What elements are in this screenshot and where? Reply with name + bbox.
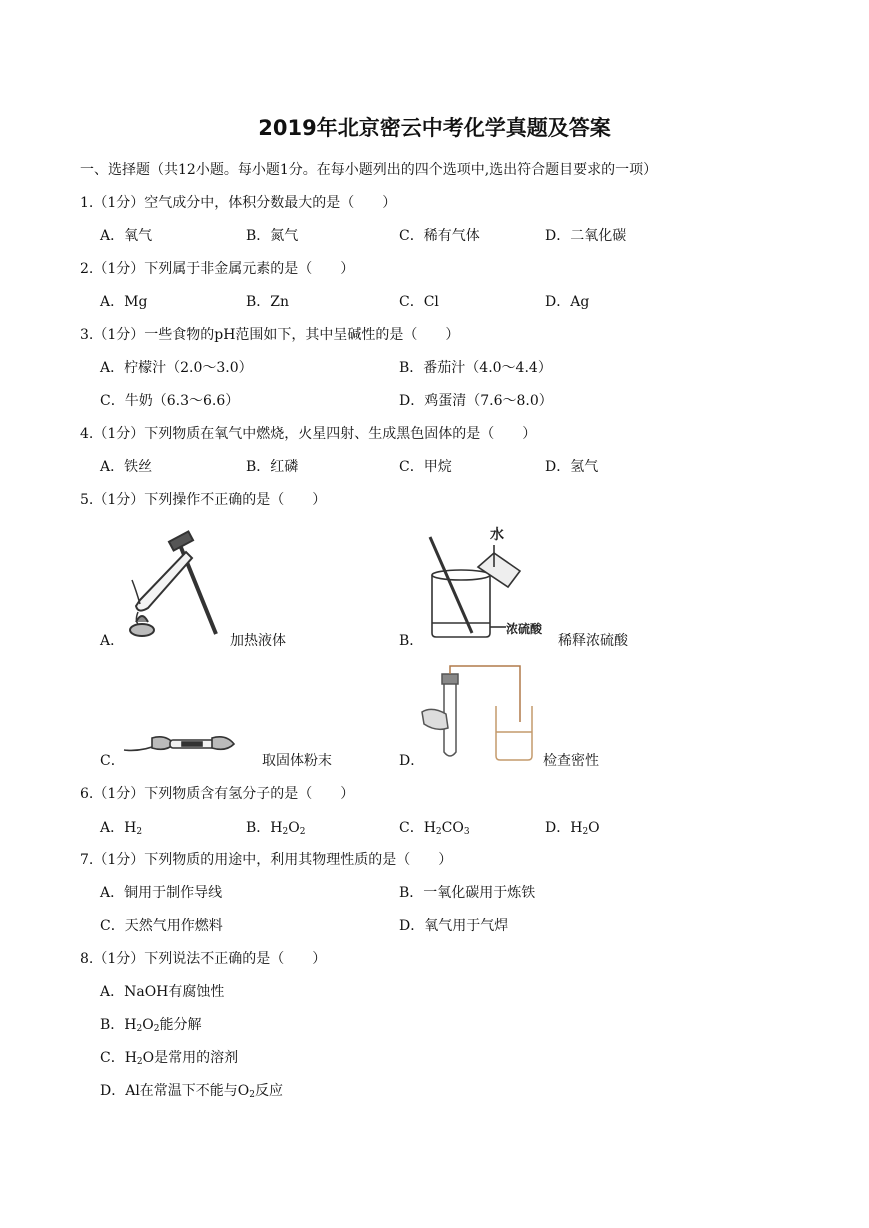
q1-option-d: D．二氧化碳	[545, 228, 627, 244]
q5-option-c: C．	[100, 753, 125, 769]
section-heading: 一、选择题（共12小题。每小题1分。在每小题列出的四个选项中,选出符合题目要求的一项）	[80, 162, 658, 178]
q7-option-b: B．一氧化碳用于炼铁	[399, 885, 536, 901]
question-8-stem: 8.（1分）下列说法不正确的是（ ）	[80, 951, 327, 967]
q4-option-b: B．红磷	[246, 459, 299, 475]
q5-option-d: D．	[399, 753, 425, 769]
q6-option-a: A．$H_2$	[100, 820, 143, 837]
q5-caption-c: 取固体粉末	[262, 753, 332, 769]
question-5-stem: 5.（1分）下列操作不正确的是（ ）	[80, 492, 327, 508]
q6-option-d: D．$H_2O$	[545, 820, 600, 837]
page-title: 2019年北京密云中考化学真题及答案	[258, 116, 611, 140]
q8-option-c: C．$H_2O$是常用的溶剂	[100, 1050, 239, 1067]
q7-option-d: D．氧气用于气焊	[399, 918, 509, 934]
q3-option-b: B．番茄汁（4.0～4.4）	[399, 360, 552, 376]
q1-option-c: C．稀有气体	[399, 228, 480, 244]
question-6-stem: 6.（1分）下列物质含有氢分子的是（ ）	[80, 786, 355, 802]
q6-option-c: C．$H_2CO_3$	[399, 820, 470, 837]
q2-option-c: C．Cl	[399, 294, 439, 310]
q4-option-d: D．氢气	[545, 459, 599, 475]
figure-label-water: 水	[490, 527, 504, 543]
q5-caption-d: 检查密性	[543, 753, 599, 769]
q2-option-d: D．Ag	[545, 294, 590, 310]
q1-option-b: B．氮气	[246, 228, 299, 244]
q3-option-a: A．柠檬汁（2.0～3.0）	[100, 360, 253, 376]
question-3-stem: 3.（1分）一些食物的pH范围如下，其中呈碱性的是（ ）	[80, 327, 460, 343]
q3-option-d: D．鸡蛋清（7.6～8.0）	[399, 393, 553, 409]
figure-diluting-acid	[420, 515, 560, 640]
question-1-stem: 1.（1分）空气成分中，体积分数最大的是（ ）	[80, 195, 397, 211]
question-7-stem: 7.（1分）下列物质的用途中，利用其物理性质的是（ ）	[80, 852, 453, 868]
q5-caption-b: 稀释浓硫酸	[558, 633, 628, 649]
q5-option-a: A．	[100, 633, 125, 649]
q8-option-d: D．Al在常温下不能与$O_2$反应	[100, 1083, 284, 1100]
q7-option-c: C．天然气用作燃料	[100, 918, 223, 934]
q6-option-b: B．$H_2O_2$	[246, 820, 306, 837]
q5-option-b: B．	[399, 633, 424, 649]
question-2-stem: 2.（1分）下列属于非金属元素的是（ ）	[80, 261, 355, 277]
q4-option-a: A．铁丝	[100, 459, 153, 475]
figure-heating-liquid	[120, 530, 220, 640]
q2-option-b: B．Zn	[246, 294, 290, 310]
q1-option-a: A．氧气	[100, 228, 153, 244]
q7-option-a: A．铜用于制作导线	[100, 885, 223, 901]
q8-option-b: B．$H_2O_2$能分解	[100, 1017, 202, 1034]
figure-label-acid: 浓硫酸	[506, 622, 543, 636]
q2-option-a: A．Mg	[100, 294, 148, 310]
question-4-stem: 4.（1分）下列物质在氧气中燃烧，火星四射、生成黑色固体的是（ ）	[80, 426, 537, 442]
figure-solid-powder	[122, 728, 242, 758]
figure-airtightness	[420, 662, 540, 762]
q5-caption-a: 加热液体	[230, 633, 286, 649]
q8-option-a: A．NaOH有腐蚀性	[100, 984, 225, 1000]
q4-option-c: C．甲烷	[399, 459, 452, 475]
q3-option-c: C．牛奶（6.3～6.6）	[100, 393, 240, 409]
